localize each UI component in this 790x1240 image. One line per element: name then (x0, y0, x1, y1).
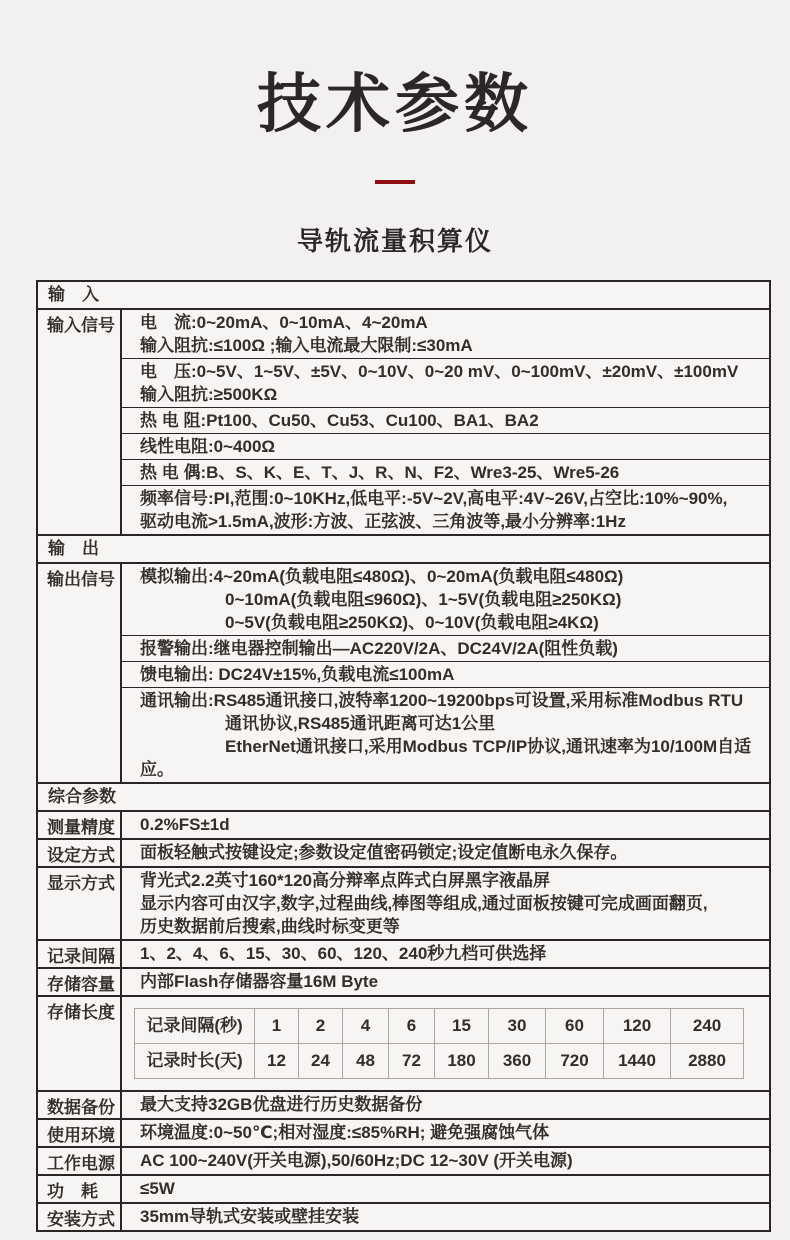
spec-text: EtherNet通讯接口,采用Modbus TCP/IP协议,通讯速率为10/100M自适应。 (140, 737, 752, 779)
spec-text: 电 流:0~20mA、0~10mA、4~20mA (140, 313, 428, 332)
row-content (122, 969, 769, 995)
row-content (122, 1176, 769, 1202)
section-row (38, 282, 769, 308)
product-subtitle: 导轨流量积算仪 (296, 226, 493, 256)
row-label: 使用环境 (38, 1120, 122, 1146)
row-label: 功 耗 (38, 1176, 122, 1202)
spec-text: 频率信号:PI,范围:0~10KHz,低电平:-5V~2V,高电平:4V~26V,占空比:10%~90%, (140, 489, 728, 508)
page-title: 技术参数 (257, 68, 533, 140)
spec-cell (122, 868, 769, 939)
spec-text: ≤5W (140, 1179, 175, 1198)
spec-text: 0.2%FS±1d (140, 815, 230, 834)
spec-text: 输入阻抗:≤100Ω ;输入电流最大限制:≤30mA (140, 336, 473, 355)
spec-cell (122, 661, 769, 687)
spec-text: 0~5V(负载电阻≥250KΩ)、0~10V(负载电阻≥4KΩ) (140, 613, 599, 632)
nested-value: 1 (255, 1009, 299, 1043)
row-content (122, 564, 769, 782)
row-content (122, 310, 769, 534)
spec-row (38, 838, 769, 866)
spec-text: 35mm导轨式安装或壁挂安装 (140, 1207, 360, 1226)
nested-value: 360 (489, 1044, 546, 1078)
row-label: 安装方式 (38, 1204, 122, 1230)
spec-cell (122, 969, 769, 994)
spec-cell (122, 840, 769, 865)
row-label: 输入信号 (38, 310, 122, 534)
spec-cell (122, 1148, 769, 1173)
spec-cell (122, 812, 769, 837)
nested-value: 6 (389, 1009, 435, 1043)
spec-text: 输入阻抗:≥500KΩ (140, 385, 278, 404)
spec-cell (122, 433, 769, 459)
spec-cell (122, 687, 769, 782)
spec-text: 背光式2.2英寸160*120高分辩率点阵式白屏黑字液晶屏 (140, 871, 550, 890)
nested-value: 120 (604, 1009, 671, 1043)
spec-text: 面板轻触式按键设定;参数设定值密码锁定;设定值断电永久保存。 (140, 843, 628, 862)
spec-cell (122, 407, 769, 433)
spec-text: 显示内容可由汉字,数字,过程曲线,棒图等组成,通过面板按键可完成画面翻页, (140, 894, 708, 913)
nested-row-label: 记录间隔(秒) (135, 1009, 255, 1043)
row-content (122, 1204, 769, 1230)
nested-value: 1440 (604, 1044, 671, 1078)
spec-row (38, 967, 769, 995)
spec-row (38, 1174, 769, 1202)
section-row (38, 534, 769, 562)
spec-cell (122, 941, 769, 966)
spec-cell (122, 1176, 769, 1201)
spec-row (38, 939, 769, 967)
spec-row (38, 1090, 769, 1118)
section-label: 输 入 (48, 285, 99, 304)
row-content (122, 1148, 769, 1174)
spec-text: 通讯协议,RS485通讯距离可达1公里 (140, 714, 496, 733)
spec-row (38, 995, 769, 1090)
spec-cell (122, 1120, 769, 1145)
spec-row (38, 866, 769, 939)
spec-text: 内部Flash存储器容量16M Byte (140, 972, 379, 991)
spec-row (38, 810, 769, 838)
row-label: 数据备份 (38, 1092, 122, 1118)
section-label: 综合参数 (48, 787, 116, 806)
row-content (122, 941, 769, 967)
row-label: 工作电源 (38, 1148, 122, 1174)
spec-text: 0~10mA(负载电阻≤960Ω)、1~5V(负载电阻≥250KΩ) (140, 590, 622, 609)
nested-value: 2 (299, 1009, 343, 1043)
spec-row (38, 562, 769, 782)
spec-row (38, 308, 769, 534)
nested-row (135, 1009, 743, 1043)
nested-value: 48 (343, 1044, 389, 1078)
spec-text: 驱动电流>1.5mA,波形:方波、正弦波、三角波等,最小分辨率:1Hz (140, 512, 626, 531)
nested-value: 72 (389, 1044, 435, 1078)
row-label: 存储容量 (38, 969, 122, 995)
section-row (38, 782, 769, 810)
spec-text: 电 压:0~5V、1~5V、±5V、0~10V、0~20 mV、0~100mV、±20mV、±100mV (140, 362, 739, 381)
row-label: 存储长度 (38, 997, 122, 1090)
nested-value: 12 (255, 1044, 299, 1078)
spec-text: 历史数据前后搜索,曲线时标变更等 (140, 917, 400, 936)
spec-text: 最大支持32GB优盘进行历史数据备份 (140, 1095, 423, 1114)
spec-table (36, 280, 771, 1232)
spec-cell (122, 1204, 769, 1229)
spec-text: 模拟输出:4~20mA(负载电阻≤480Ω)、0~20mA(负载电阻≤480Ω) (140, 567, 624, 586)
nested-value: 4 (343, 1009, 389, 1043)
spec-text: 通讯输出:RS485通讯接口,波特率1200~19200bps可设置,采用标准Modbus RTU (140, 691, 744, 710)
row-label: 测量精度 (38, 812, 122, 838)
spec-text: AC 100~240V(开关电源),50/60Hz;DC 12~30V (开关电源) (140, 1151, 573, 1170)
storage-length-table (134, 1008, 744, 1079)
spec-row (38, 1146, 769, 1174)
spec-cell (122, 358, 769, 407)
spec-cell (122, 459, 769, 485)
spec-page (0, 68, 790, 1232)
storage-table-wrap (122, 997, 769, 1090)
row-content (122, 1120, 769, 1146)
spec-cell (122, 485, 769, 534)
row-content (122, 812, 769, 838)
spec-text: 热 电 偶:B、S、K、E、T、J、R、N、F2、Wre3-25、Wre5-26 (140, 463, 620, 482)
spec-text: 线性电阻:0~400Ω (140, 437, 276, 456)
spec-text: 环境温度:0~50℃;相对湿度:≤85%RH; 避免强腐蚀气体 (140, 1123, 550, 1142)
spec-cell (122, 635, 769, 661)
nested-value: 2880 (688, 1051, 726, 1070)
section-label: 输 出 (48, 539, 99, 558)
row-label: 输出信号 (38, 564, 122, 782)
row-content (122, 1092, 769, 1118)
spec-text: 1、2、4、6、15、30、60、120、240秒九档可供选择 (140, 944, 547, 963)
row-label: 记录间隔 (38, 941, 122, 967)
nested-value: 180 (435, 1044, 489, 1078)
nested-row-label: 记录时长(天) (135, 1044, 255, 1078)
row-label: 显示方式 (38, 868, 122, 939)
row-content (122, 840, 769, 866)
row-label: 设定方式 (38, 840, 122, 866)
nested-value: 240 (692, 1016, 722, 1035)
nested-value: 24 (299, 1044, 343, 1078)
spec-text: 热 电 阻:Pt100、Cu50、Cu53、Cu100、BA1、BA2 (140, 411, 539, 430)
spec-text: 馈电输出: DC24V±15%,负载电流≤100mA (140, 665, 455, 684)
nested-value: 720 (546, 1044, 604, 1078)
nested-value: 30 (489, 1009, 546, 1043)
spec-cell (122, 564, 769, 635)
row-content (122, 868, 769, 939)
spec-cell (122, 310, 769, 358)
nested-value: 15 (435, 1009, 489, 1043)
title-divider (375, 180, 415, 184)
nested-value: 60 (546, 1009, 604, 1043)
spec-cell (122, 1092, 769, 1117)
nested-row (135, 1043, 743, 1078)
spec-row (38, 1118, 769, 1146)
spec-text: 报警输出:继电器控制输出—AC220V/2A、DC24V/2A(阻性负载) (140, 639, 618, 658)
spec-row (38, 1202, 769, 1230)
